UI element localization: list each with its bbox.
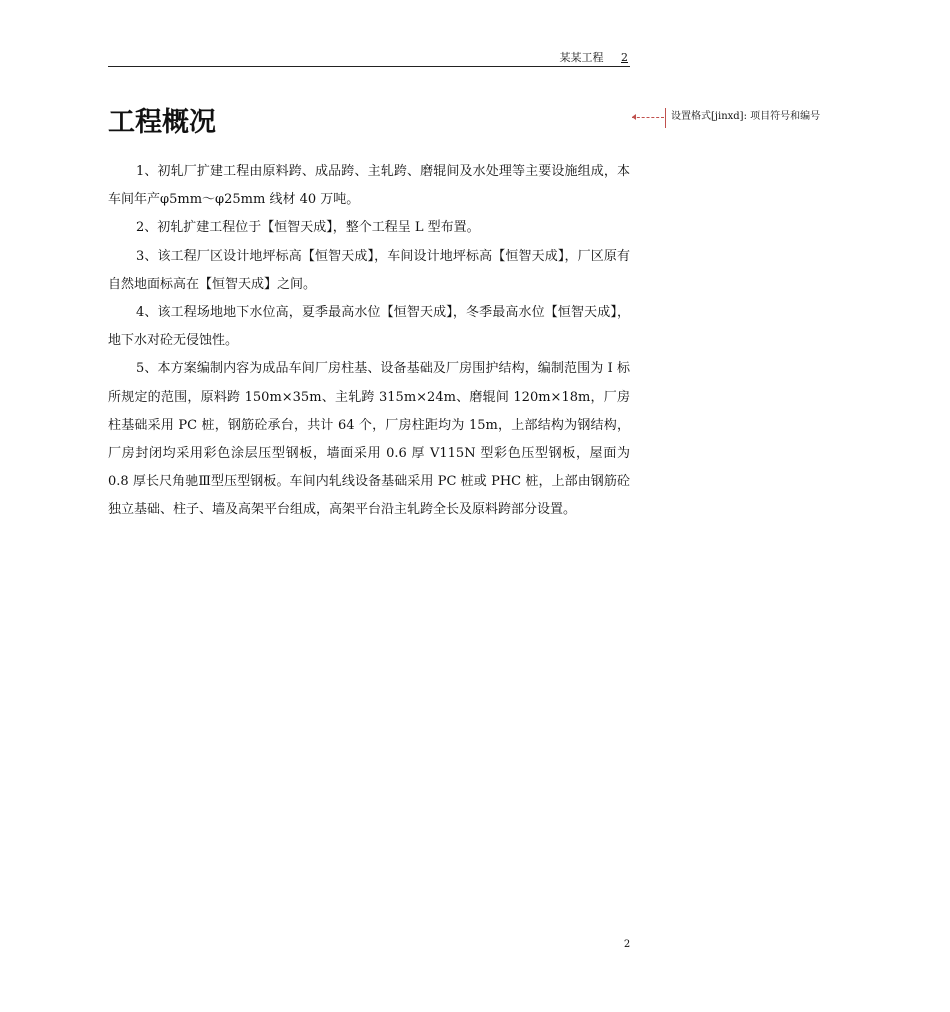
body-text (108, 158, 630, 525)
footer-page-number: 2 (623, 939, 631, 950)
paragraph-5: 5、本方案编制内容为成品车间厂房柱基、设备基础及厂房围护结构，编制范围为 I 标所规定的范围，原料跨 150m×35m、主轧跨 315m×24m、磨辊间 120m×18m，厂房柱基础采用 PC 桩，钢筋砼承台，共计 64 个，厂房柱距均为 15m，上部结构为钢结构，厂房封闭均采用彩色涂层压型钢板，墙面采用 0.6 厚 V115N 型彩色压型钢板，屋面为 0.8 厚长尺角驰Ⅲ型压型钢板。车间内轧线设备基础采用 PC 桩或 PHC 桩，上部由钢筋砼独立基础、柱子、墙及高架平台组成，高架平台沿主轧跨全长及原料跨部分设置。 (108, 361, 630, 518)
section-heading: 工程概况 (108, 107, 216, 138)
header-title: 某某工程 (559, 51, 604, 64)
paragraph-4: 4、该工程场地地下水位高，夏季最高水位【恒智天成】，冬季最高水位【恒智天成】，地下水对砼无侵蚀性。 (108, 305, 630, 349)
paragraph-1: 1、初轧厂扩建工程由原料跨、成品跨、主轧跨、磨辊间及水处理等主要设施组成，本车间年产φ5mm～φ25mm 线材 40 万吨。 (108, 164, 630, 208)
comment-connector-line (632, 117, 664, 118)
format-comment-balloon[interactable] (632, 108, 842, 130)
page-header (108, 50, 630, 67)
paragraph-2: 2、初轧扩建工程位于【恒智天成】，整个工程呈 L 型布置。 (136, 220, 480, 236)
comment-text: 设置格式[jinxd]: 项目符号和编号 (671, 111, 821, 122)
paragraph-3: 3、该工程厂区设计地坪标高【恒智天成】，车间设计地坪标高【恒智天成】，厂区原有自然地面标高在【恒智天成】之间。 (108, 248, 630, 292)
comment-marker-bar (665, 108, 666, 128)
header-page-number: 2 (621, 51, 628, 64)
